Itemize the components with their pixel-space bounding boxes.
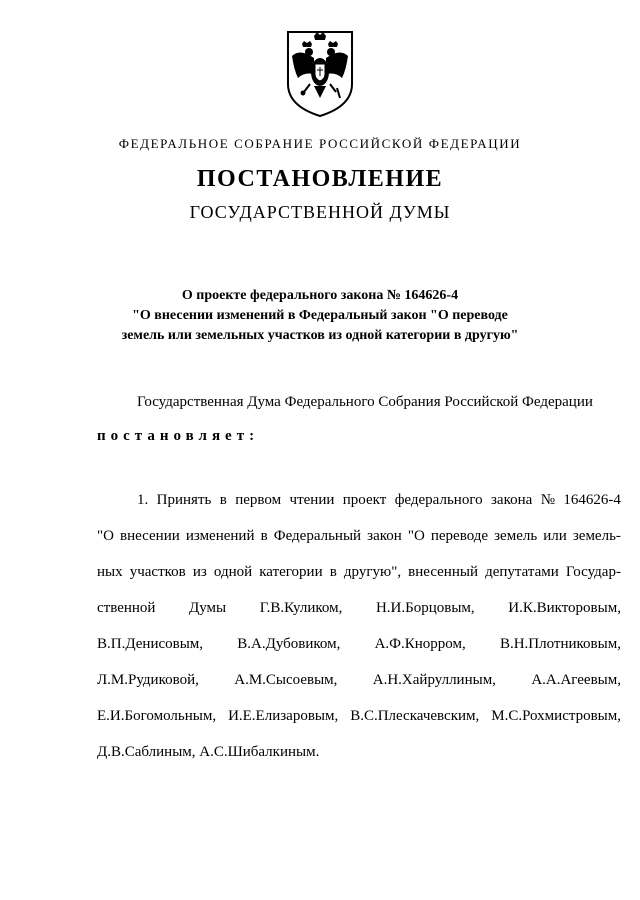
word: Государ- [565, 564, 621, 580]
word: А.Н.Хайруллиным, [372, 672, 496, 688]
word: участков [129, 564, 186, 580]
word: первом [235, 492, 282, 508]
word: Федеральный [273, 528, 362, 544]
word: Принять [156, 492, 212, 508]
word: М.С.Рохмистровым, [491, 708, 621, 724]
subject-line: "О внесении изменений в Федеральный закон "О переводе [132, 308, 508, 323]
word: в [260, 528, 268, 544]
word: Е.И.Богомольным, [97, 708, 217, 724]
word: другую", [343, 564, 402, 580]
word: ных [97, 564, 123, 580]
word: "О [407, 528, 425, 544]
word: депутатами [485, 564, 559, 580]
word: В.А.Дубовиком, [237, 636, 341, 652]
organization-name: ФЕДЕРАЛЬНОЕ СОБРАНИЕ РОССИЙСКОЙ ФЕДЕРАЦИИ [118, 136, 522, 151]
word: федерального [394, 492, 483, 508]
word: переводе [430, 528, 489, 544]
item1-line-6 [97, 672, 621, 689]
word: В.С.Плескачевским, [350, 708, 480, 724]
word: проект [342, 492, 387, 508]
word: земель- [572, 528, 621, 544]
word: Думы [189, 600, 227, 616]
word: А.М.Сысоевым, [234, 672, 338, 688]
word: "О [97, 528, 114, 544]
word: № [540, 492, 556, 508]
word: 1. [137, 492, 149, 508]
word: В.П.Денисовым, [97, 636, 204, 652]
preamble-text: Государственная Дума Федерального Собрания Российской Федерации [137, 394, 593, 410]
word: чтении [289, 492, 335, 508]
word: категории [259, 564, 323, 580]
word: одной [213, 564, 253, 580]
item1-line-8: Д.В.Саблиным, А.С.Шибалкиным. [97, 744, 320, 760]
word: внесенный [408, 564, 478, 580]
document-title: ПОСТАНОВЛЕНИЕ [196, 166, 444, 192]
word: 164626-4 [563, 492, 621, 508]
word: В.Н.Плотниковым, [499, 636, 621, 652]
item1-line-3 [97, 564, 621, 581]
word: Л.М.Рудиковой, [97, 672, 199, 688]
subject-line: О проекте федерального закона № 164626-4 [181, 288, 459, 303]
word: И.К.Викторовым, [508, 600, 621, 616]
subject-line: земель или земельных участков из одной категории в другую" [121, 328, 519, 343]
document-subject [0, 286, 640, 346]
word: Н.И.Борцовым, [375, 600, 475, 616]
item1-line-2 [97, 528, 621, 545]
resolves-word: постановляет: [97, 428, 260, 444]
word: изменений [185, 528, 255, 544]
item1-line-5 [97, 636, 621, 653]
word: в [219, 492, 227, 508]
word: закон [367, 528, 402, 544]
word: А.Ф.Кнорром, [374, 636, 466, 652]
document-subtitle: ГОСУДАРСТВЕННОЙ ДУМЫ [189, 202, 451, 222]
word: или [543, 528, 567, 544]
word: в [329, 564, 337, 580]
word: закона [491, 492, 533, 508]
word: Г.В.Куликом, [259, 600, 343, 616]
word: земель [494, 528, 538, 544]
russian-coat-of-arms-icon [284, 26, 356, 120]
word: внесении [120, 528, 180, 544]
word: И.Е.Елизаровым, [228, 708, 339, 724]
word: ственной [97, 600, 156, 616]
item1-line-4 [97, 600, 621, 617]
word: А.А.Агеевым, [531, 672, 621, 688]
word: из [192, 564, 207, 580]
item1-line-1 [137, 492, 621, 509]
item1-line-7 [97, 708, 621, 725]
